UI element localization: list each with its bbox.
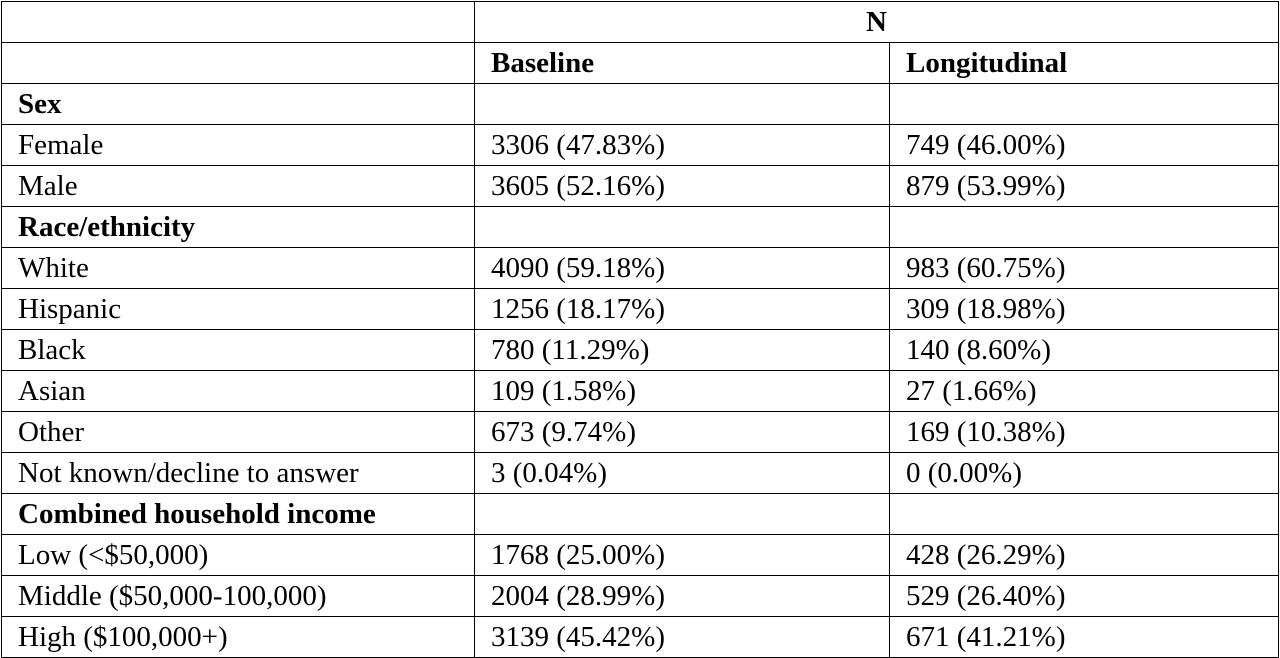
row-label: Low (<$50,000) xyxy=(2,535,475,576)
baseline-value: 109 (1.58%) xyxy=(475,371,890,412)
table-row xyxy=(2,371,1279,412)
demographics-table xyxy=(1,1,1279,658)
header-row-span xyxy=(2,2,1279,43)
baseline-value: 3 (0.04%) xyxy=(475,453,890,494)
longitudinal-value: 309 (18.98%) xyxy=(890,289,1279,330)
empty-cell xyxy=(475,84,890,125)
table-row xyxy=(2,576,1279,617)
baseline-value: 3605 (52.16%) xyxy=(475,166,890,207)
longitudinal-value: 140 (8.60%) xyxy=(890,330,1279,371)
baseline-value: 1256 (18.17%) xyxy=(475,289,890,330)
header-baseline: Baseline xyxy=(475,43,890,84)
baseline-value: 3306 (47.83%) xyxy=(475,125,890,166)
section-title: Sex xyxy=(2,84,475,125)
longitudinal-value: 529 (26.40%) xyxy=(890,576,1279,617)
empty-cell xyxy=(475,207,890,248)
section-row-race-ethnicity xyxy=(2,207,1279,248)
longitudinal-value: 428 (26.29%) xyxy=(890,535,1279,576)
longitudinal-value: 27 (1.66%) xyxy=(890,371,1279,412)
table-row xyxy=(2,125,1279,166)
header-empty-cell xyxy=(2,2,475,43)
table-row xyxy=(2,535,1279,576)
table-row xyxy=(2,617,1279,658)
section-row-household-income xyxy=(2,494,1279,535)
row-label: Middle ($50,000-100,000) xyxy=(2,576,475,617)
header-empty-cell xyxy=(2,43,475,84)
empty-cell xyxy=(890,494,1279,535)
baseline-value: 780 (11.29%) xyxy=(475,330,890,371)
empty-cell xyxy=(475,494,890,535)
row-label: Not known/decline to answer xyxy=(2,453,475,494)
header-longitudinal: Longitudinal xyxy=(890,43,1279,84)
table-row xyxy=(2,453,1279,494)
table-row xyxy=(2,248,1279,289)
baseline-value: 3139 (45.42%) xyxy=(475,617,890,658)
longitudinal-value: 0 (0.00%) xyxy=(890,453,1279,494)
row-label: Black xyxy=(2,330,475,371)
longitudinal-value: 169 (10.38%) xyxy=(890,412,1279,453)
section-title: Race/ethnicity xyxy=(2,207,475,248)
header-n: N xyxy=(475,2,1279,43)
baseline-value: 673 (9.74%) xyxy=(475,412,890,453)
row-label: Asian xyxy=(2,371,475,412)
longitudinal-value: 983 (60.75%) xyxy=(890,248,1279,289)
row-label: Other xyxy=(2,412,475,453)
table-row xyxy=(2,289,1279,330)
longitudinal-value: 879 (53.99%) xyxy=(890,166,1279,207)
empty-cell xyxy=(890,84,1279,125)
baseline-value: 4090 (59.18%) xyxy=(475,248,890,289)
table-row xyxy=(2,330,1279,371)
row-label: White xyxy=(2,248,475,289)
section-row-sex xyxy=(2,84,1279,125)
header-row-columns xyxy=(2,43,1279,84)
longitudinal-value: 671 (41.21%) xyxy=(890,617,1279,658)
baseline-value: 2004 (28.99%) xyxy=(475,576,890,617)
table-body xyxy=(2,2,1279,658)
longitudinal-value: 749 (46.00%) xyxy=(890,125,1279,166)
row-label: Hispanic xyxy=(2,289,475,330)
baseline-value: 1768 (25.00%) xyxy=(475,535,890,576)
table-row xyxy=(2,412,1279,453)
row-label: Female xyxy=(2,125,475,166)
row-label: Male xyxy=(2,166,475,207)
empty-cell xyxy=(890,207,1279,248)
table-row xyxy=(2,166,1279,207)
row-label: High ($100,000+) xyxy=(2,617,475,658)
section-title: Combined household income xyxy=(2,494,475,535)
